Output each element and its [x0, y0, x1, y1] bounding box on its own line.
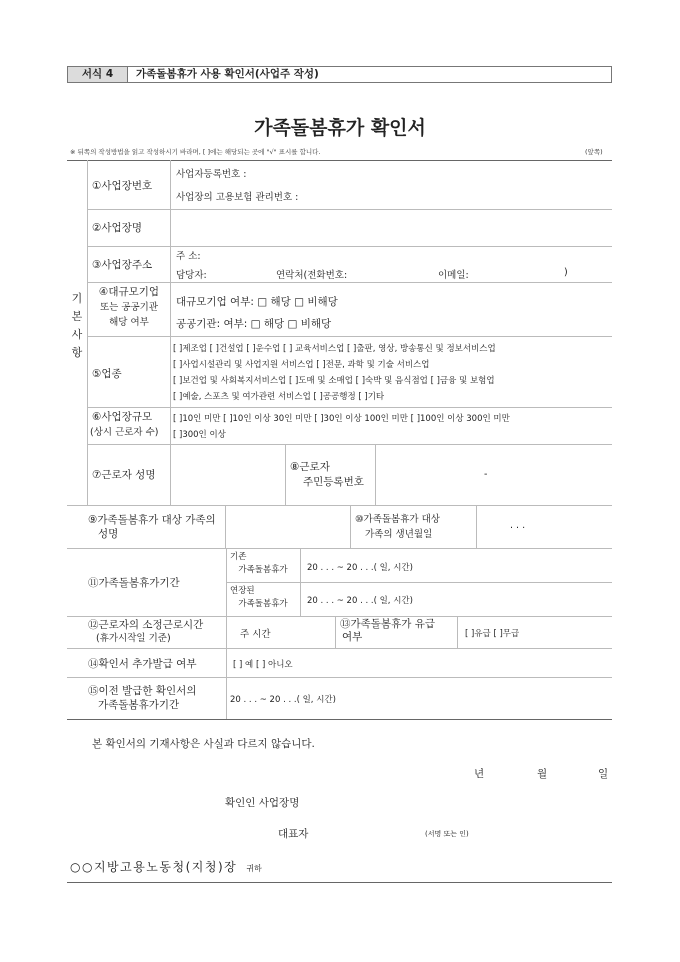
column-divider: [226, 677, 227, 719]
business-number-label: ①사업장번호: [92, 180, 153, 192]
row-divider: [87, 407, 612, 408]
leave-period-label: ⑪가족돌봄휴가기간: [88, 577, 180, 589]
recipient-honorific: 귀하: [246, 864, 262, 873]
row-divider: [87, 444, 612, 445]
business-size-label: [90, 410, 159, 440]
business-size-options-line[interactable]: [ ]300인 이상: [173, 430, 226, 440]
address-field[interactable]: 주 소:: [176, 251, 201, 262]
existing-leave-label-line: 기존: [230, 552, 247, 562]
row-divider: [87, 246, 612, 247]
weekly-hours-field[interactable]: 주 시간: [240, 629, 271, 640]
previous-period-label-line: ⑮이전 발급한 확인서의: [88, 685, 197, 697]
additional-issue-checkbox-group[interactable]: [ ] 예 [ ] 아니오: [233, 660, 293, 670]
extended-leave-label: [226, 585, 300, 611]
business-registration-number-field[interactable]: 사업자등록번호 :: [176, 169, 247, 180]
date-month-label: 월: [537, 768, 548, 780]
public-institution-checkbox-group[interactable]: 공공기관: 여부: □ 해당 □ 비해당: [176, 318, 332, 330]
row-divider: [67, 677, 612, 678]
date-year-label: 년: [474, 768, 485, 780]
family-birthdate-field[interactable]: . . .: [510, 520, 526, 531]
column-divider: [335, 616, 336, 648]
worker-id-field[interactable]: -: [484, 469, 488, 480]
column-divider: [226, 648, 227, 677]
family-birthdate-label-line: ⑩가족돌봄휴가 대상: [355, 514, 440, 525]
industry-options-line[interactable]: [ ]보건업 및 사회복지서비스업 [ ]도매 및 소매업 [ ]숙박 및 음식점업 [ ]금융 및 보험업: [173, 376, 495, 386]
industry-options-line[interactable]: [ ]예술, 스포츠 및 여가관련 서비스업 [ ]공공행정 [ ]기타: [173, 392, 385, 402]
work-hours-label: [88, 619, 203, 645]
enterprise-label-line: 해당 여부: [109, 317, 149, 328]
extended-leave-label-line: 연장된: [230, 586, 255, 596]
worker-id-label-line: ⑧근로자: [290, 461, 330, 473]
email-field[interactable]: 이메일:: [438, 270, 469, 281]
section-label-char: 본: [71, 310, 83, 323]
row-divider: [87, 282, 612, 283]
section-label-char: 기: [71, 292, 83, 305]
column-divider: [226, 616, 227, 648]
column-divider: [170, 160, 171, 505]
family-birthdate-label: [355, 512, 440, 542]
industry-options-line[interactable]: [ ]제조업 [ ]건설업 [ ]운수업 [ ] 교육서비스업 [ ]출판, 영상, 방송통신 및 정보서비스업: [173, 344, 496, 354]
row-divider: [87, 209, 612, 210]
previous-period-label-line: 가족돌봄휴가기간: [98, 699, 180, 711]
business-size-label-line: (상시 근로자 수): [90, 427, 159, 438]
enterprise-label-line: 또는 공공기관: [99, 302, 159, 313]
column-divider: [457, 616, 458, 648]
manager-field[interactable]: 담당자:: [176, 270, 207, 281]
family-birthdate-label-line: 가족의 생년월일: [365, 529, 433, 540]
recipient-name: ○○지방고용노동청(지청)장: [70, 860, 238, 874]
form-tag-bar: [67, 66, 612, 83]
existing-leave-label-line: 가족돌봄휴가: [238, 565, 288, 575]
business-name-label: ②사업장명: [92, 222, 142, 234]
row-divider: [67, 548, 612, 549]
business-name-field[interactable]: [172, 211, 610, 244]
paid-leave-label-line: 여부: [342, 631, 363, 643]
form-tag-title: 가족돌봄휴가 사용 확인서(사업주 작성): [136, 68, 319, 80]
previous-period-date-range[interactable]: 20 . . . ~ 20 . . .( 일, 시간): [230, 695, 336, 705]
section-label-basic-info: [67, 290, 87, 362]
row-divider: [67, 648, 612, 649]
previous-period-label: [88, 684, 196, 712]
row-divider: [67, 616, 612, 617]
date-day-label: 일: [598, 768, 609, 780]
worker-name-field[interactable]: [172, 446, 284, 503]
footer-border: [67, 882, 612, 883]
page-side-label: (앞쪽): [585, 148, 603, 156]
family-name-label-line: ⑨가족돌봄휴가 대상 가족의: [88, 514, 216, 526]
business-address-label: ③사업장주소: [92, 259, 153, 271]
row-divider: [87, 336, 612, 337]
industry-options-line[interactable]: [ ]사업시설관리 및 사업지원 서비스업 [ ]전문, 과학 및 기술 서비스업: [173, 360, 430, 370]
address-close-paren: ): [564, 267, 568, 278]
column-divider: [476, 505, 477, 548]
business-head-label: 확인인 사업장명: [225, 797, 300, 809]
existing-leave-label: [226, 551, 300, 577]
column-divider: [225, 505, 226, 548]
enterprise-label-line: ④대규모기업: [98, 286, 160, 298]
worker-id-label: [290, 460, 364, 490]
work-hours-label-line: ⑫근로자의 소정근로시간: [88, 619, 204, 631]
family-name-field[interactable]: [227, 507, 349, 546]
column-divider: [285, 444, 286, 505]
worker-name-label: ⑦근로자 성명: [92, 469, 156, 481]
business-size-label-line: ⑥사업장규모: [92, 411, 153, 423]
signature-placeholder[interactable]: (서명 또는 인): [425, 830, 469, 838]
industry-label: ⑤업종: [92, 368, 122, 380]
instruction-note: ※ 뒤쪽의 작성방법을 읽고 작성하시기 바라며, [ ]에는 해당되는 곳에 "√" 표시를 합니다.: [70, 148, 321, 156]
section-label-char: 항: [71, 346, 83, 359]
representative-label: 대표자: [278, 828, 309, 840]
row-divider: [226, 582, 612, 583]
worker-id-label-line: 주민등록번호: [303, 476, 364, 488]
paid-leave-label-line: ⑬가족돌봄휴가 유급: [340, 618, 435, 630]
phone-field[interactable]: 연락처(전화번호:: [276, 270, 348, 281]
section-label-char: 사: [71, 328, 83, 341]
form-number: 서식 4: [68, 67, 128, 82]
extended-leave-label-line: 가족돌봄휴가: [238, 599, 288, 609]
table-bottom-border: [67, 719, 612, 720]
recipient-office: [70, 856, 262, 875]
existing-leave-date-range[interactable]: 20 . . . ~ 20 . . .( 일, 시간): [307, 563, 413, 573]
work-hours-label-line: (휴가시작일 기준): [96, 633, 171, 644]
family-name-label: [88, 513, 216, 541]
paid-leave-label: [340, 618, 435, 644]
extended-leave-date-range[interactable]: 20 . . . ~ 20 . . .( 일, 시간): [307, 596, 413, 606]
document-title: 가족돌봄휴가 확인서: [254, 117, 426, 139]
business-size-options-line[interactable]: [ ]10인 미만 [ ]10인 이상 30인 미만 [ ]30인 이상 100인 미만 [ ]100인 이상 300인 미만: [173, 414, 510, 424]
table-top-border: [67, 160, 612, 161]
paid-leave-checkbox-group[interactable]: [ ]유급 [ ]무급: [465, 629, 520, 639]
column-divider: [350, 505, 351, 548]
large-company-checkbox-group[interactable]: 대규모기업 여부: □ 해당 □ 비해당: [176, 296, 338, 308]
column-divider: [375, 444, 376, 505]
row-divider: [67, 505, 612, 506]
additional-issue-label: ⑭확인서 추가발급 여부: [88, 658, 197, 670]
column-divider: [300, 548, 301, 616]
employment-insurance-number-field[interactable]: 사업장의 고용보험 관리번호 :: [176, 192, 299, 203]
family-name-label-line: 성명: [98, 528, 119, 540]
confirmation-statement: 본 확인서의 기재사항은 사실과 다르지 않습니다.: [92, 738, 315, 750]
column-divider: [87, 160, 88, 505]
enterprise-type-label: [88, 285, 170, 330]
